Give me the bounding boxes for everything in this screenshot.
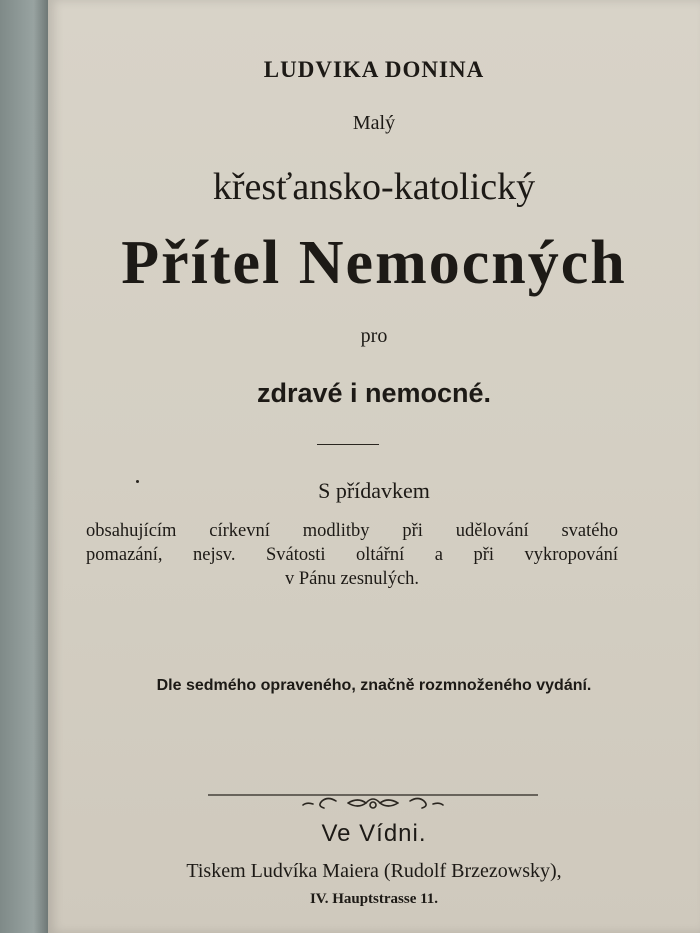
appendix-line-2: pomazání, nejsv. Svátosti oltářní a při vykropování <box>86 545 618 565</box>
divider-rule <box>317 444 379 445</box>
appendix-line-3: v Pánu zesnulých. <box>284 569 420 589</box>
author-name: LUDVIKA DONINA <box>263 57 485 82</box>
appendix-heading: S přídavkem <box>318 478 430 503</box>
title-preposition: pro <box>360 325 388 347</box>
book-spine-edge <box>0 0 48 933</box>
appendix-line-1: obsahujícím církevní modlitby při udělování svatého <box>86 521 618 541</box>
scroll-ornament-icon <box>208 788 538 814</box>
edition-note: Dle sedmého opraveného, značně rozmnoženého vydání. <box>156 677 592 694</box>
book-title: Přítel Nemocných <box>121 229 627 297</box>
printer-name: Tiskem Ludvíka Maiera (Rudolf Brzezowsky), <box>186 860 562 882</box>
publication-place: Ve Vídni. <box>321 820 427 847</box>
title-adjective: Malý <box>352 112 396 134</box>
printer-address: IV. Hauptstrasse 11. <box>309 891 439 907</box>
title-page <box>48 0 700 933</box>
book-subtitle: křesťansko-katolický <box>212 166 536 208</box>
book-audience: zdravé i nemocné. <box>256 378 492 408</box>
